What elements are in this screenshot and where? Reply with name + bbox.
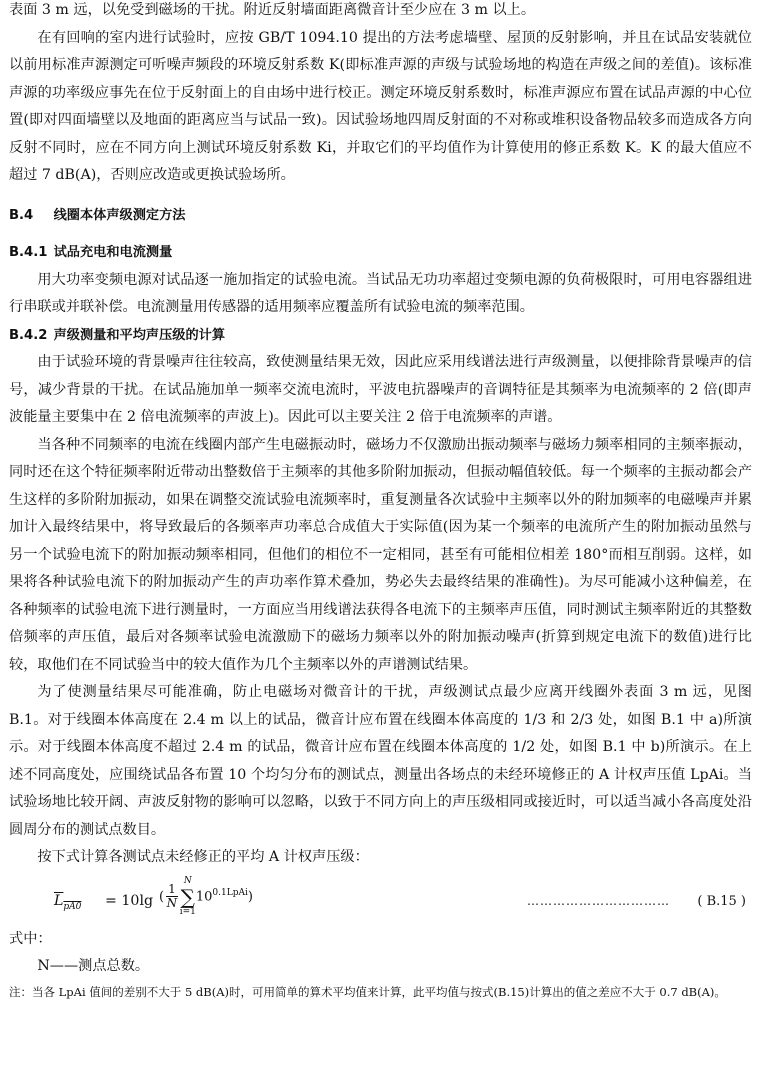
paragraph-reflection: 在有回响的室内进行试验时，应按 GB/T 1094.10 提出的方法考虑墙壁、屋顶的反射影响，并且在试品安装就位以前用标准声源测定可听噪声频段的环境反射系数 K(即标准声源的声级与试验场地的构造在声级之间的差值)。该标准声源的功率级应事先在位于反射面上的自由场中进行校正。测定环境反射系数时，标准声源应布置在试品声源的中心位置(即对四面墙壁以及地面的距离应当与试品一致)。因试验场地四周反射面的不对称或堆积设备物品较多而造成各方向反射不同时，应在不同方向上测试环境反射系数 Ki，并取它们的平均值作为计算使用的修正系数 K。K 的最大值应不超过 7 dB(A)，否则应改造或更换试验场所。	[9, 29, 752, 183]
section-number: B.4.1	[9, 245, 48, 260]
equation-leader-dots: ……………………………	[527, 893, 670, 908]
section-title: 试品充电和电流测量	[53, 245, 173, 260]
equation-rhs: ( $\frac{1}{N}$ N ∑ i=1 $10^{0.1LpAi}$)	[159, 875, 253, 917]
section-number: B.4	[9, 207, 34, 223]
equation-number: ( B.15 )	[697, 893, 746, 909]
equation-equals: = 10lg	[105, 892, 154, 909]
section-number: B.4.2	[9, 327, 48, 343]
note: 注：当各 LpAi 值间的差别不大于 5 dB(A)时，可用简单的算术平均值来计算，此平均值与按式(B.15)计算出的值之差应不大于 0.7 dB(A)。	[9, 984, 726, 999]
paragraph-where: 式中：	[9, 930, 52, 947]
section-title: 声级测量和平均声压级的计算	[53, 327, 226, 343]
paragraph-harmonics: 当各种不同频率的电流在线圈内部产生电磁振动时，磁场力不仅激励出振动频率与磁场力频率相同的主频率振动，同时还在这个特征频率附近带动出整数倍于主频率的其他多阶附加振动，但振动幅值较低。每一个频率的主振动都会产生这样的多阶附加振动，如果在调整交流试验电流频率时，重复测量各次试验中主频率以外的附加频率的电磁噪声并累加计入最终结果中，将导致最后的各频率声功率总合成值大于实际值(因为某一个频率的电流所产生的附加振动虽然与另一个试验电流下的附加振动频率相同，但他们的相位不一定相同，甚至有可能相位相差 180°而相互削弱。这样，如果将各种试验电流下的附加振动产生的声功率作算术叠加，势必失去最终结果的准确性)。为尽可能减小这种偏差，在各种频率的试验电流下进行测量时，一方面应当用线谱法获得各电流下的主频率声压值，同时测试主频率附近的其整数倍频率的声压值，最后对各频率试验电流激励下的磁场力频率以外的附加振动噪声(折算到规定电流下的数值)进行比较，取他们在不同试验当中的较大值作为几个主频率以外的声谱测试结果。	[9, 436, 752, 673]
paragraph-line-spectrum: 由于试验环境的背景噪声往往较高，致使测量结果无效，因此应采用线谱法进行声级测量，以便排除背景噪声的信号，减少背景的干扰。在试品施加单一频率交流电流时，平波电抗器噪声的音调特征是其频率为电流频率的 2 倍(即声波能量主要集中在 2 倍电流频率的声波上)。因此可以主要关注 2 倍于电流频率的声谱。	[9, 354, 752, 425]
definition-n: N——测点总数。	[37, 958, 150, 974]
section-heading-b41	[9, 239, 752, 267]
document-page	[9, 0, 752, 1002]
section-heading-b42	[9, 322, 752, 350]
section-title: 线圈本体声级测定方法	[53, 207, 186, 223]
equation-lhs: $L_{pA0}$	[54, 892, 82, 912]
paragraph-microphone-placement: 为了使测量结果尽可能准确，防止电磁场对微音计的干扰，声级测试点最少应离开线圈外表面 3 m 远，见图 B.1。对于线圈本体高度在 2.4 m 以上的试品，微音计应布置在线圈本体高度的 1/3 和 2/3 处，如图 B.1 中 a)所演示。对于线圈本体高度不超过 2.4 m 的试品，微音计应布置在线圈本体高度的 1/2 处，如图 B.1 中 b)所演示。在上述不同高度处，应围绕试品各布置 10 个均匀分布的测试点，测量出各场点的未经环境修正的 A 计权声压值 LpAi。当试验场地比较开阔、声波反射物的影响可以忽略，以致于不同方向上的声压级相同或接近时，可以适当减小各高度处沿圆周分布的测试点数目。	[9, 684, 752, 838]
paragraph-formula-intro: 按下式计算各测试点未经修正的平均 A 计权声压级：	[37, 849, 369, 865]
section-heading-b4	[9, 202, 752, 230]
equation-b15	[9, 876, 752, 926]
paragraph-continuation: 表面 3 m 远，以免受到磁场的干扰。附近反射墙面距离微音计至少应在 3 m 以上。	[9, 2, 536, 18]
paragraph-current: 用大功率变频电源对试品逐一施加指定的试验电流。当试品无功功率超过变频电源的负荷极限时，可用电容器组进行串联或并联补偿。电流测量用传感器的适用频率应覆盖所有试验电流的频率范围。	[9, 271, 752, 315]
